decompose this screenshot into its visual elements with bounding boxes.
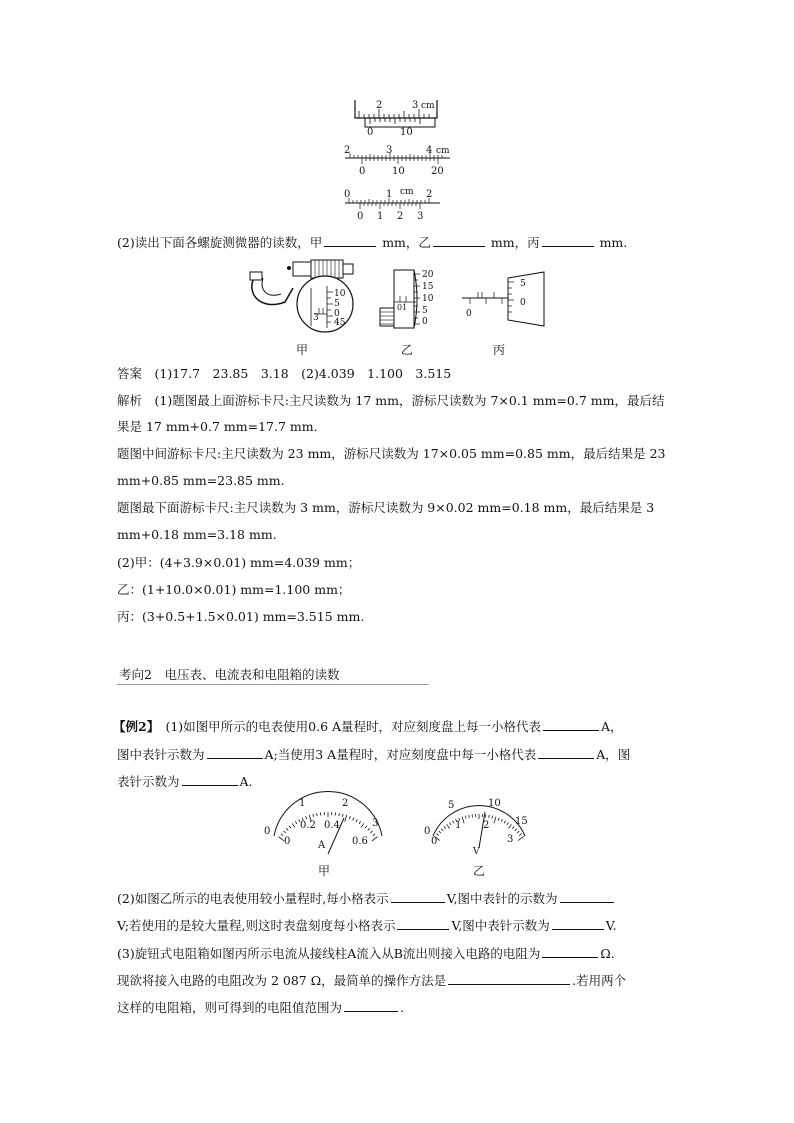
- blank-ex2-10[interactable]: [448, 972, 570, 985]
- micrometer-bing: [460, 268, 546, 330]
- dial-tick: [462, 817, 464, 824]
- vernier-mid-vern-10: 10: [392, 166, 405, 177]
- dial-tick: [441, 829, 443, 831]
- example2-line-3: [117, 773, 253, 790]
- blank-ex2-11[interactable]: [344, 999, 398, 1012]
- blank-ex2-9[interactable]: [542, 945, 598, 958]
- dial-tick: [292, 823, 295, 827]
- ex2-l7a: 现欲将接入电路的电阻改为 2 087 Ω，最简单的操作方法是: [117, 973, 447, 988]
- volt-outer-10: 10: [488, 798, 501, 809]
- dial-tick: [447, 824, 450, 828]
- dial-tick: [518, 836, 524, 840]
- blank-ex2-4[interactable]: [182, 773, 238, 786]
- ex2-l3b: A.: [239, 774, 253, 789]
- volt-inner-0: 0: [431, 836, 438, 847]
- dial-tick: [439, 831, 441, 833]
- example2-line-1: [113, 718, 623, 735]
- ex2-l2c: A，图: [596, 747, 631, 762]
- volt-symbol: V: [473, 847, 480, 857]
- mic-bing-caption: 丙: [493, 343, 506, 357]
- blank-ex2-6[interactable]: [560, 890, 614, 903]
- mic-yi-thimble-10: 10: [422, 294, 434, 304]
- section-title-text: 考向2 电压表、电流表和电阻箱的读数: [119, 667, 340, 682]
- analysis-line-2: 果是 17 mm+0.7 mm=17.7 mm.: [117, 419, 318, 434]
- dial-tick: [317, 813, 318, 816]
- vernier-bot-vern-2: 2: [397, 211, 404, 222]
- dial-tick: [372, 837, 378, 841]
- dial-tick: [444, 826, 446, 828]
- volt-inner-1: 1: [455, 820, 462, 831]
- amm-inner-04: 0.4: [324, 820, 340, 831]
- dial-tick: [512, 826, 514, 828]
- dial-tick: [281, 834, 283, 836]
- ex2-l8b: .: [400, 1000, 404, 1015]
- amm-inner-0: 0: [284, 836, 291, 847]
- dial-tick: [504, 821, 505, 824]
- dial-tick: [494, 817, 496, 824]
- example2-tag: 【例2】: [113, 719, 153, 734]
- volt-outer-5: 5: [448, 800, 455, 811]
- ex2-l2b: A;当使用3 A量程时，对应刻度盘中每一小格代表: [264, 747, 537, 762]
- vernier-bot-vern-1: 1: [377, 211, 384, 222]
- ex2-l1a: (1)如图甲所示的电表使用0.6 A量程时，对应刻度盘上每一小格代表: [152, 719, 542, 734]
- ex2-l7b: .若用两个: [572, 973, 627, 988]
- mic-yi-thimble-5: 5: [422, 306, 428, 316]
- vernier-mid-vern-0: 0: [359, 166, 366, 177]
- dial-tick: [289, 826, 291, 828]
- vernier-bot-unit: cm: [400, 187, 414, 197]
- ex2-l4a: (2)如图乙所示的电表使用较小量程时,每小格表示: [117, 891, 389, 906]
- example2-line-6: [117, 945, 615, 962]
- analysis-line-5: 题图最下面游标卡尺:主尺读数为 3 mm，游标尺读数为 9×0.02 mm=0.18 mm，最后结果是 3: [117, 500, 655, 515]
- volt-inner-3: 3: [507, 834, 514, 845]
- ex2-l2a: 图中表针示数为: [117, 747, 205, 762]
- question-2-line: [117, 234, 627, 251]
- vernier-mid-main-3: 3: [386, 145, 393, 156]
- mic-yi-caption: 乙: [401, 343, 414, 357]
- dial-tick: [356, 819, 357, 822]
- dial-tick: [489, 815, 490, 818]
- dial-tick: [501, 819, 502, 822]
- vernier-mid-vern-20: 20: [431, 166, 444, 177]
- blank-jia[interactable]: [324, 234, 376, 247]
- vernier-top-vern-10: 10: [400, 127, 413, 138]
- micrometer-yi: [378, 266, 440, 330]
- dial-tick: [469, 815, 470, 818]
- blank-ex2-7[interactable]: [397, 917, 449, 930]
- answer-line: 答案 (1)17.7 23.85 3.18 (2)4.039 1.100 3.515: [117, 366, 452, 381]
- mic-jia-thimble-5: 5: [334, 299, 340, 309]
- dial-tick: [519, 834, 521, 836]
- mic-jia-thimble-10: 10: [334, 289, 346, 299]
- vernier-bot-vern-3: 3: [417, 211, 424, 222]
- analysis-line-7: (2)甲：(4+3.9×0.01) mm=4.039 mm；: [117, 555, 361, 570]
- vernier-mid-unit: cm: [436, 146, 450, 156]
- ex2-l6b: Ω.: [600, 946, 615, 961]
- blank-bing[interactable]: [542, 234, 594, 247]
- dial-tick: [345, 815, 347, 822]
- example2-line-2: [117, 746, 630, 763]
- amm-outer-3: 3: [372, 818, 379, 829]
- volt-inner-2: 2: [483, 820, 490, 831]
- q2-mid1: mm，乙: [378, 235, 431, 250]
- dial-tick: [465, 816, 466, 819]
- dial-tick: [373, 834, 375, 836]
- mic-yi-thimble-15: 15: [422, 282, 434, 292]
- vernier-bot-vern-0: 0: [357, 211, 364, 222]
- mic-bing-thimble-5: 5: [520, 279, 526, 289]
- amm-outer-1: 1: [299, 798, 306, 809]
- mic-jia-thimble-45: 45: [334, 318, 346, 328]
- analysis-line-3: 题图中间游标卡尺:主尺读数为 23 mm，游标尺读数为 17×0.05 mm=0.85 mm，最后结果是 23: [117, 446, 666, 461]
- dial-tick: [492, 816, 493, 819]
- mic-yi-sleeve: 01: [397, 303, 408, 312]
- vernier-bot-main-2: 2: [426, 189, 433, 200]
- mic-jia-thimble-0: 0: [334, 309, 340, 319]
- dial-tick: [349, 816, 350, 819]
- mic-yi-thimble-20: 20: [422, 270, 434, 280]
- blank-ex2-2[interactable]: [207, 746, 263, 759]
- ex2-l1b: A，: [601, 719, 623, 734]
- ex2-l8a: 这样的电阻箱，则可得到的电阻值范围为: [117, 1000, 343, 1015]
- dial-tick: [286, 828, 288, 830]
- analysis-line-9: 丙：(3+0.5+1.5×0.01) mm=3.515 mm.: [117, 609, 365, 624]
- ex2-l5c: V.: [605, 918, 617, 933]
- amm-symbol: A: [318, 840, 326, 851]
- q2-prefix: (2)读出下面各螺旋测微器的读数，甲: [117, 235, 323, 250]
- dial-tick: [368, 828, 370, 830]
- ex2-l4b: V,图中表针的示数为: [446, 891, 558, 906]
- dial-tick: [295, 821, 297, 824]
- ex2-l5a: V;若使用的是较大量程,则这时表盘刻度每小格表示: [117, 918, 396, 933]
- dial-tick: [507, 822, 509, 825]
- blank-ex2-3[interactable]: [538, 746, 594, 759]
- ex2-l6a: (3)旋钮式电阻箱如图丙所示电流从接线柱A流入从B流出则接入电路的电阻为: [117, 946, 541, 961]
- analysis-line-8: 乙：(1+10.0×0.01) mm=1.100 mm；: [117, 582, 351, 597]
- vernier-top-main-3: 3: [412, 100, 419, 111]
- dial-tick: [498, 818, 499, 821]
- dial-tick: [517, 831, 519, 833]
- vernier-top-vern-0: 0: [367, 127, 374, 138]
- q2-suffix: mm.: [595, 235, 628, 250]
- dial-tick: [449, 822, 451, 825]
- voltmeter-caption: 乙: [473, 864, 486, 878]
- vernier-caliper-bottom: [340, 185, 445, 223]
- ex2-l3a: 表针示数为: [117, 774, 180, 789]
- vernier-top-unit: cm: [421, 101, 435, 111]
- vernier-mid-main-4: 4: [426, 145, 433, 156]
- mic-jia-sleeve-3: 3: [313, 313, 319, 323]
- dial-tick: [365, 826, 367, 828]
- vernier-caliper-top: [345, 96, 450, 140]
- micrometer-jia: [245, 258, 375, 334]
- example2-line-5: [117, 917, 617, 934]
- voltmeter-dial: [425, 796, 535, 858]
- example2-line-7: [117, 972, 626, 989]
- vernier-bot-main-0: 0: [344, 189, 351, 200]
- amm-outer-0: 0: [264, 826, 271, 837]
- ammeter-caption: 甲: [318, 864, 331, 878]
- amm-inner-06: 0.6: [352, 836, 368, 847]
- example2-line-8: [117, 999, 404, 1016]
- amm-outer-2: 2: [342, 798, 349, 809]
- dial-tick: [515, 829, 517, 831]
- amm-inner-02: 0.2: [300, 820, 316, 831]
- blank-ex2-5[interactable]: [391, 890, 445, 903]
- dial-tick: [283, 831, 285, 833]
- volt-outer-0: 0: [424, 826, 431, 837]
- volt-outer-15: 15: [515, 816, 528, 827]
- mic-bing-sleeve-0: 0: [466, 309, 472, 319]
- mic-yi-thimble-0: 0: [422, 317, 428, 327]
- dial-tick: [313, 814, 314, 817]
- analysis-line-1: 解析 (1)题图最上面游标卡尺:主尺读数为 17 mm，游标尺读数为 7×0.1 mm=0.7 mm，最后结: [117, 393, 665, 408]
- vernier-bot-main-1: 1: [386, 189, 393, 200]
- ammeter-dial: [262, 796, 392, 858]
- dial-tick: [370, 831, 372, 833]
- dial-tick: [306, 816, 307, 819]
- dial-tick: [359, 821, 361, 824]
- ex2-l5b: V,图中表针示数为: [451, 918, 550, 933]
- q2-mid2: mm，丙: [486, 235, 540, 250]
- dial-tick: [508, 824, 511, 828]
- blank-ex2-1[interactable]: [543, 718, 599, 731]
- mic-bing-thimble-0: 0: [520, 298, 526, 308]
- blank-yi[interactable]: [433, 234, 485, 247]
- dial-tick: [353, 818, 354, 821]
- dial-tick: [342, 814, 343, 817]
- section-title: [117, 662, 429, 685]
- analysis-line-6: mm+0.18 mm=3.18 mm.: [117, 527, 277, 542]
- vernier-mid-main-2: 2: [344, 145, 351, 156]
- dial-tick: [452, 821, 453, 824]
- dial-tick: [339, 813, 340, 816]
- blank-ex2-8[interactable]: [552, 917, 604, 930]
- vernier-top-main-2: 2: [376, 100, 383, 111]
- vernier-caliper-middle: [340, 143, 455, 179]
- mic-jia-caption: 甲: [296, 343, 309, 357]
- dial-tick: [361, 823, 364, 827]
- example2-line-4: [117, 890, 616, 907]
- analysis-line-4: mm+0.85 mm=23.85 mm.: [117, 473, 285, 488]
